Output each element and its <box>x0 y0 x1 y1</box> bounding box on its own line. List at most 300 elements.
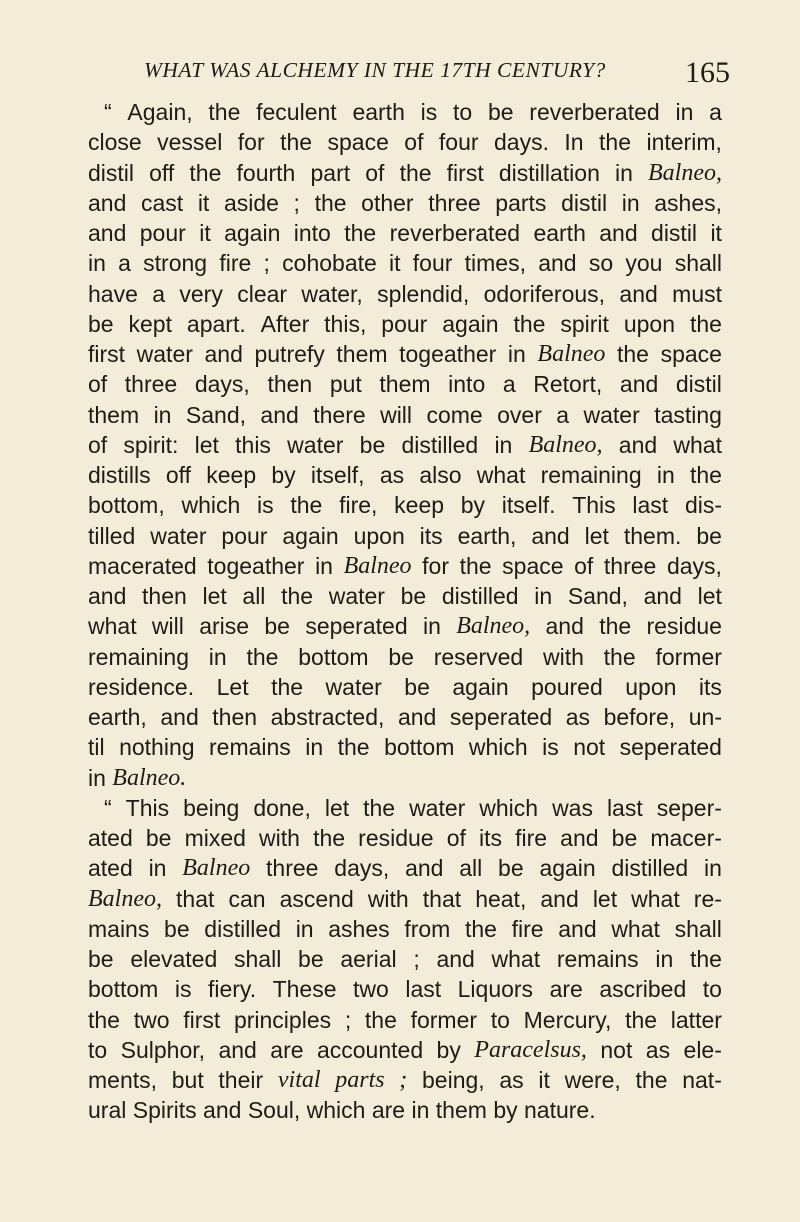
word: be <box>696 522 722 549</box>
word: fire <box>219 250 252 277</box>
word: be <box>264 613 290 640</box>
word: of <box>404 129 424 156</box>
word: the <box>635 1067 668 1093</box>
text-line <box>88 581 722 611</box>
word: kept <box>128 310 172 337</box>
word: water, <box>301 280 363 307</box>
word: the <box>363 794 396 821</box>
word: macer- <box>650 825 722 851</box>
word: and <box>618 431 658 458</box>
word: distillation <box>498 159 600 186</box>
word: four <box>412 250 453 277</box>
word: nature. <box>524 1097 596 1124</box>
word: and <box>405 855 444 882</box>
word: again <box>539 855 596 882</box>
word: in <box>305 734 324 761</box>
word: in <box>704 855 722 882</box>
word: water <box>583 401 640 428</box>
word: will <box>151 613 184 640</box>
word: in <box>315 552 333 579</box>
word: water <box>287 431 344 458</box>
word: that <box>422 885 462 912</box>
word: off <box>149 159 175 186</box>
word: in <box>411 1097 430 1124</box>
word: again <box>442 310 499 337</box>
word: the <box>459 552 492 579</box>
page-number: 165 <box>685 56 730 89</box>
word: them <box>435 1097 487 1124</box>
word: shall <box>674 250 722 277</box>
word: remains <box>556 946 639 972</box>
word: what <box>476 462 526 488</box>
text-line <box>88 490 722 520</box>
word: pour <box>221 522 268 549</box>
word: the <box>280 129 313 156</box>
word: three <box>266 855 319 882</box>
word: bottom <box>384 734 455 761</box>
word: times, <box>464 250 526 277</box>
word: bottom <box>298 643 369 670</box>
word: the <box>599 613 632 640</box>
word: water <box>150 522 207 549</box>
word: pour <box>139 220 186 246</box>
word: days. <box>494 129 549 156</box>
word: three <box>124 371 178 398</box>
word: so <box>588 250 614 277</box>
word: bottom <box>88 976 159 1003</box>
word: them <box>88 401 140 428</box>
word: togeather <box>399 341 497 367</box>
word: them <box>379 371 431 398</box>
word: three <box>428 189 481 216</box>
italic-word: Balneo. <box>112 764 187 791</box>
word: ; <box>293 189 300 216</box>
word: is <box>257 492 274 519</box>
word: of <box>88 371 108 398</box>
word: but <box>171 1067 204 1093</box>
word: put <box>329 371 362 398</box>
word: them <box>336 341 388 367</box>
word: in <box>507 341 526 367</box>
word: in <box>675 99 694 125</box>
word: not <box>573 734 606 761</box>
word: and <box>160 704 199 730</box>
word: reserved <box>433 643 524 670</box>
word: abstracted, <box>270 704 385 730</box>
word: last <box>606 794 643 821</box>
word: ; <box>344 1006 352 1033</box>
word: with <box>542 643 584 670</box>
word: re- <box>693 885 722 912</box>
text-line <box>88 127 722 157</box>
word: into <box>293 220 331 246</box>
word: earth <box>533 220 586 246</box>
word: former <box>655 643 722 670</box>
word: distilled <box>401 431 479 458</box>
word: the <box>399 159 432 186</box>
body-text <box>88 97 722 1126</box>
word: in <box>534 583 553 609</box>
word: the <box>344 220 377 246</box>
word: four <box>438 129 479 156</box>
word: Retort, <box>533 371 603 398</box>
word: mains <box>88 915 150 942</box>
word: elevated <box>130 946 218 972</box>
word: of <box>365 159 385 186</box>
word: the <box>689 462 722 488</box>
word: first <box>446 159 484 186</box>
italic-word: Balneo <box>343 552 412 579</box>
word: After <box>260 310 310 337</box>
text-line <box>88 702 722 732</box>
word: and <box>531 522 570 549</box>
word: earth, <box>457 522 517 549</box>
word: seperated <box>619 734 722 761</box>
word: remaining <box>540 462 642 488</box>
word: there <box>313 401 366 428</box>
text-line <box>88 188 722 218</box>
word: distil <box>88 159 135 186</box>
word: and <box>643 583 682 609</box>
word: These <box>272 976 337 1003</box>
word: distilled <box>611 855 689 882</box>
word: This <box>572 492 616 519</box>
word: in <box>153 401 172 428</box>
word: clear <box>237 280 288 307</box>
text-line <box>88 369 722 399</box>
word: fire <box>511 915 544 942</box>
word: being, <box>422 1067 485 1093</box>
word: then <box>212 704 258 730</box>
word: not <box>600 1036 633 1063</box>
running-head <box>0 48 800 98</box>
italic-word: Balneo <box>182 855 251 882</box>
word: be <box>487 99 514 125</box>
word: interim, <box>646 129 722 156</box>
word: un- <box>688 704 722 730</box>
word: ashes, <box>654 189 722 216</box>
word: then <box>142 583 187 609</box>
word: be <box>298 946 324 972</box>
word: what <box>491 946 541 972</box>
text-line <box>88 97 722 127</box>
word: distil <box>561 189 608 216</box>
word: strong <box>143 250 208 277</box>
word: the <box>271 673 304 700</box>
word: and <box>545 613 584 640</box>
word: before, <box>603 704 676 730</box>
word: in <box>295 915 314 942</box>
word: and <box>560 825 599 851</box>
word: the <box>513 310 546 337</box>
word: the <box>314 189 347 216</box>
word: keep <box>394 492 445 519</box>
word: fiery. <box>207 976 257 1003</box>
word: this, <box>324 310 367 337</box>
word: days, <box>666 552 722 579</box>
word: ; <box>263 250 270 277</box>
word: what <box>673 431 722 458</box>
word: of <box>88 431 108 458</box>
text-line <box>88 884 722 914</box>
word: seper- <box>656 794 722 821</box>
word: the <box>689 310 722 337</box>
word: two <box>353 976 389 1003</box>
text-line <box>88 279 722 309</box>
word: days, <box>334 855 390 882</box>
word: ascend <box>279 885 354 912</box>
word: distilled <box>441 583 519 609</box>
word: itself. <box>501 492 556 519</box>
word: feculent <box>256 99 337 125</box>
word: ; <box>413 946 420 972</box>
word: the <box>290 492 323 519</box>
text-line <box>88 1035 722 1065</box>
word: earth, <box>88 704 147 730</box>
word: the <box>281 583 314 609</box>
word: space <box>502 552 564 579</box>
word: itself, <box>310 462 365 488</box>
word: Liquors <box>457 976 534 1003</box>
word: and <box>599 220 638 246</box>
word: latter <box>670 1006 722 1033</box>
word: mixed <box>184 825 246 851</box>
word: tilled <box>88 522 136 549</box>
word: for <box>422 552 449 579</box>
word: its <box>419 522 443 549</box>
word: the <box>189 159 222 186</box>
word: and <box>203 1097 242 1124</box>
word: come <box>426 401 483 428</box>
word: again <box>282 522 339 549</box>
word: in <box>422 613 441 640</box>
word: the <box>313 825 346 851</box>
word: a <box>502 371 516 398</box>
word: Soul, <box>247 1097 301 1124</box>
word: til <box>88 734 105 761</box>
word: first <box>183 1006 221 1033</box>
word: over <box>497 401 542 428</box>
text-line <box>88 642 722 672</box>
text-line <box>88 732 722 762</box>
word: in <box>88 250 106 277</box>
word: which <box>181 492 241 519</box>
word: remaining <box>88 643 189 670</box>
word: Spirits <box>132 1097 197 1124</box>
word: Again, <box>127 99 193 125</box>
word: it <box>389 250 401 277</box>
text-line <box>88 158 722 188</box>
word: you <box>625 250 663 277</box>
word: as <box>499 1067 524 1093</box>
word: nat- <box>682 1067 722 1093</box>
word: by <box>271 462 296 488</box>
text-line <box>88 1065 722 1095</box>
word: are <box>549 976 583 1003</box>
word: ele- <box>683 1036 722 1063</box>
word: as <box>379 462 405 488</box>
word: cohobate <box>282 250 377 277</box>
word: and <box>88 189 127 216</box>
word: what <box>88 613 137 640</box>
word: principles <box>233 1006 332 1033</box>
word: seperated <box>449 704 553 730</box>
word: last <box>405 976 442 1003</box>
word: and <box>397 704 437 730</box>
word: to <box>453 99 473 125</box>
word: ashes <box>328 915 390 942</box>
word: it <box>197 189 210 216</box>
word: Sand, <box>185 401 246 428</box>
running-head-title: WHAT WAS ALCHEMY IN THE 17TH CENTURY? <box>144 58 606 82</box>
word: is <box>420 99 438 125</box>
italic-word: Balneo <box>537 341 606 367</box>
word: residence. <box>88 673 195 700</box>
word: very <box>179 280 223 307</box>
word: upon <box>623 310 676 337</box>
word: in <box>655 946 674 972</box>
word: in <box>88 764 106 791</box>
text-line <box>88 974 722 1004</box>
word: be <box>388 643 414 670</box>
word: also <box>419 462 462 488</box>
word: were, <box>564 1067 621 1093</box>
word: space <box>660 341 722 367</box>
word: poured <box>531 673 603 700</box>
word: what <box>631 885 680 912</box>
word: let <box>202 583 227 609</box>
word: odoriferous, <box>483 280 606 307</box>
word: the <box>599 129 632 156</box>
text-line <box>88 944 722 974</box>
text-line <box>88 914 722 944</box>
word: former <box>410 1006 478 1033</box>
word: ated <box>88 825 133 851</box>
word: its <box>698 673 722 700</box>
word: togeather <box>207 552 305 579</box>
word: residue <box>646 613 722 640</box>
word: seperated <box>305 613 408 640</box>
word: are <box>371 1097 406 1124</box>
italic-word: Balneo, <box>528 431 603 458</box>
word: ated <box>88 855 133 882</box>
text-line <box>88 672 722 702</box>
word: and <box>204 341 243 367</box>
text-line <box>88 853 722 883</box>
word: being <box>183 794 240 821</box>
word: water <box>136 341 193 367</box>
word: the <box>464 915 497 942</box>
word: Mercury, <box>523 1006 612 1033</box>
word: spirit: <box>123 431 179 458</box>
word: water <box>325 673 382 700</box>
word: in <box>656 462 675 488</box>
word: “ <box>104 99 112 125</box>
word: splendid, <box>377 280 470 307</box>
word: and <box>619 371 659 398</box>
word: and <box>88 583 127 609</box>
word: for <box>237 129 265 156</box>
word: distilled <box>204 915 282 942</box>
word: cast <box>141 189 184 216</box>
word: it <box>538 1067 550 1093</box>
word: and <box>540 885 579 912</box>
text-line <box>88 763 722 793</box>
word: fire, <box>339 492 378 519</box>
word: their <box>218 1067 264 1093</box>
word: let <box>324 794 350 821</box>
word: parts <box>495 189 547 216</box>
word: and <box>619 280 658 307</box>
word: be <box>88 946 114 972</box>
word: this <box>235 431 271 458</box>
word: and <box>558 915 597 942</box>
word: the <box>88 1006 120 1033</box>
word: spirit <box>560 310 609 337</box>
word: off <box>165 462 192 488</box>
word: upon <box>625 673 677 700</box>
text-line <box>88 551 722 581</box>
word: let <box>584 522 609 549</box>
word: them. <box>623 522 682 549</box>
word: ascribed <box>599 976 687 1003</box>
word: was <box>552 794 593 821</box>
word: ments, <box>88 1067 158 1093</box>
word: to <box>702 976 722 1003</box>
word: in <box>148 855 167 882</box>
word: In <box>564 129 584 156</box>
word: be <box>359 431 386 458</box>
word: nothing <box>119 734 195 761</box>
word: This <box>125 794 170 821</box>
text-line <box>88 1005 722 1035</box>
word: into <box>448 371 486 398</box>
word: a <box>118 250 131 277</box>
word: putrefy <box>254 341 325 367</box>
word: what <box>611 915 660 942</box>
text-line <box>88 793 722 823</box>
word: the <box>208 99 241 125</box>
word: close <box>88 129 142 156</box>
italic-word: Balneo, <box>88 885 162 912</box>
word: two <box>133 1006 170 1033</box>
word: and <box>260 401 299 428</box>
word: aerial <box>340 946 397 972</box>
word: and <box>538 250 577 277</box>
italic-word: parts <box>335 1067 385 1093</box>
word: which <box>479 794 539 821</box>
word: can <box>228 885 266 912</box>
word: upon <box>353 522 405 549</box>
word: three <box>603 552 657 579</box>
word: earth <box>352 99 405 125</box>
word: fire <box>515 825 548 851</box>
word: last <box>632 492 669 519</box>
word: Sulphor, <box>120 1036 206 1063</box>
word: as <box>565 704 591 730</box>
word: apart. <box>186 310 246 337</box>
word: then <box>267 371 313 398</box>
text-line <box>88 339 722 369</box>
word: all <box>459 855 483 882</box>
word: ural <box>88 1097 127 1124</box>
word: water <box>328 583 385 609</box>
word: reverberated <box>529 99 660 125</box>
word: the <box>246 643 279 670</box>
word: other <box>361 189 414 216</box>
word: let <box>194 431 219 458</box>
word: as <box>645 1036 671 1063</box>
